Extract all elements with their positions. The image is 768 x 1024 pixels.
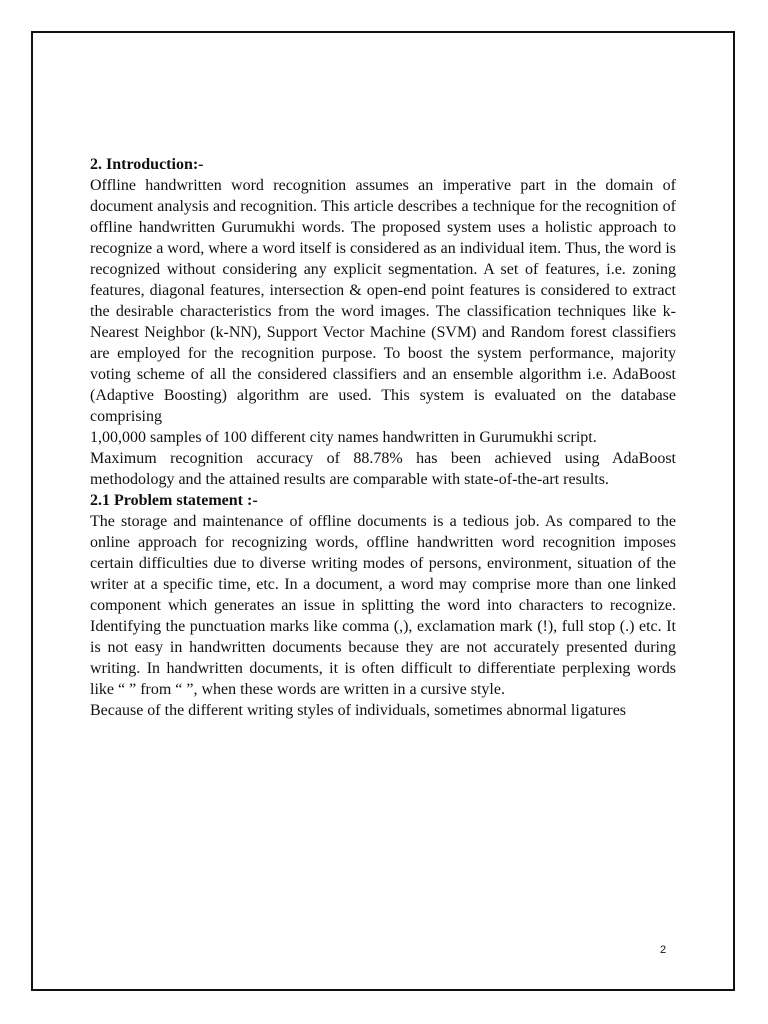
- introduction-paragraph-2: 1,00,000 samples of 100 different city names handwritten in Gurumukhi script.: [90, 429, 597, 446]
- problem-statement-paragraph-2: Because of the different writing styles of individuals, sometimes abnormal ligatures: [90, 702, 627, 719]
- introduction-paragraph-1: Offline handwritten word recognition assumes an imperative part in the domain of document analysis and recognition. This article describes a technique for the recognition of offline handwritten Gurumukhi words. The proposed system uses a holistic approach to recognize a word, where a word itself is considered as an individual item. Thus, the word is recognized without considering any explicit segmentation. A set of features, i.e. zoning features, diagonal features, intersection & open-end point features is considered to extract the desirable characteristics from the word images. The classification techniques like k- Nearest Neighbor (k-NN), Support Vector Machine (SVM) and Random forest classifiers are employed for the recognition purpose. To boost the system performance, majority voting scheme of all the considered classifiers and an ensemble algorithm i.e. AdaBoost (Adaptive Boosting) algorithm are used. This system is evaluated on the database comprising: [90, 177, 676, 425]
- introduction-paragraph-3: Maximum recognition accuracy of 88.78% has been achieved using AdaBoost methodology and the attained results are comparable with state-of-the-art results.: [90, 450, 676, 488]
- page-number: 2: [660, 944, 667, 956]
- introduction-heading: 2. Introduction:-: [90, 156, 204, 173]
- problem-statement-paragraph-1: The storage and maintenance of offline documents is a tedious job. As compared to the online approach for recognizing words, offline handwritten word recognition imposes certain difficulties due to diverse writing modes of persons, environment, situation of the writer at a specific time, etc. In a document, a word may comprise more than one linked component which generates an issue in splitting the word into characters to recognize. Identifying the punctuation marks like comma (,), exclamation mark (!), full stop (.) etc. It is not easy in handwritten documents because they are not accurately presented during writing. In handwritten documents, it is often difficult to differentiate perplexing words like “ ” from “ ”, when these words are written in a cursive style.: [90, 513, 676, 698]
- problem-statement-heading: 2.1 Problem statement :-: [90, 492, 258, 509]
- document-body: [90, 154, 676, 721]
